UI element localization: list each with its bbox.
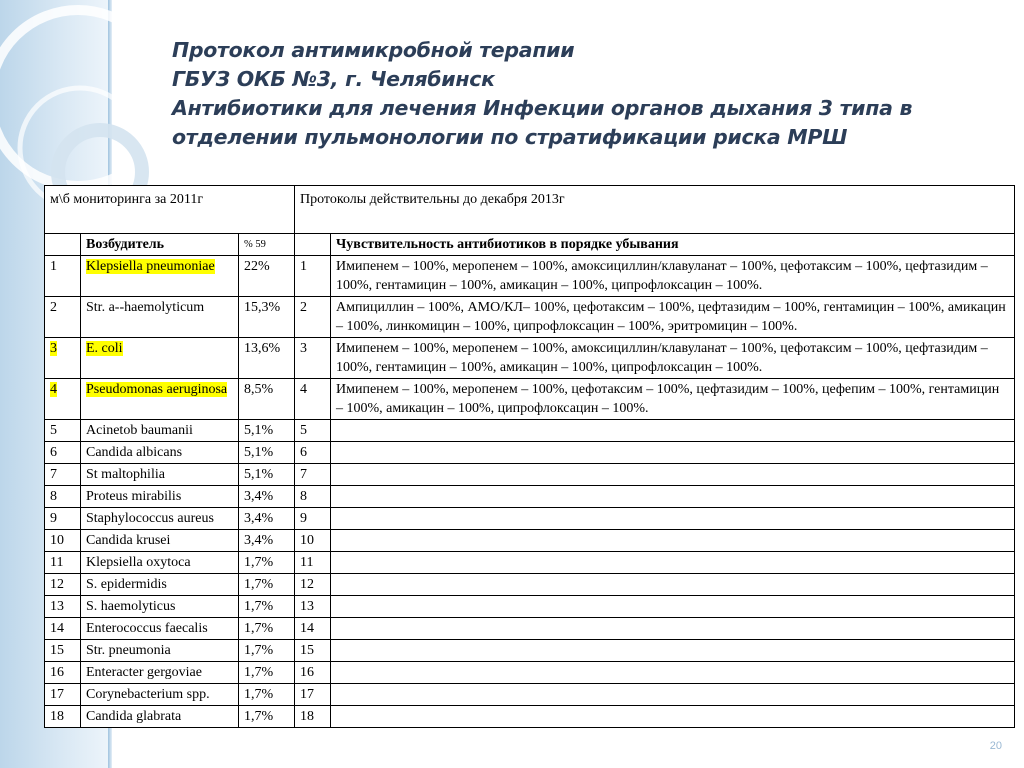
title-line-1: Протокол антимикробной терапии [172, 38, 575, 62]
sensitivity-rank [295, 379, 331, 420]
pathogen-name-text: Candida glabrata [86, 709, 182, 724]
table-row [45, 618, 1015, 640]
table-row [45, 464, 1015, 486]
antibiotic-sensitivity [331, 508, 1015, 530]
table-row [45, 574, 1015, 596]
row-number-text: 10 [50, 533, 64, 548]
row-number [45, 574, 81, 596]
pathogen-percent-text: 3,4% [244, 489, 274, 504]
row-number [45, 640, 81, 662]
table-top-row [45, 186, 1015, 234]
pathogen-percent-text: 5,1% [244, 467, 274, 482]
sensitivity-rank-text: 15 [300, 643, 314, 658]
row-number-text: 4 [50, 382, 57, 397]
row-number [45, 530, 81, 552]
antibiotic-sensitivity [331, 640, 1015, 662]
pathogen-percent [239, 420, 295, 442]
sensitivity-rank-text: 3 [300, 341, 307, 356]
row-number-text: 16 [50, 665, 64, 680]
pathogen-name-text: Pseudomonas aeruginosa [86, 382, 228, 397]
pathogen-percent [239, 618, 295, 640]
pathogen-percent-text: 5,1% [244, 445, 274, 460]
title-line-2: ГБУЗ ОКБ №3, г. Челябинск [172, 67, 495, 91]
row-number [45, 379, 81, 420]
table-row [45, 640, 1015, 662]
pathogen-name [81, 464, 239, 486]
row-number-text: 12 [50, 577, 64, 592]
sensitivity-rank [295, 552, 331, 574]
sensitivity-rank [295, 530, 331, 552]
sensitivity-rank [295, 662, 331, 684]
pathogen-percent [239, 256, 295, 297]
sensitivity-rank-text: 10 [300, 533, 314, 548]
antibiotic-sensitivity [331, 574, 1015, 596]
sensitivity-rank [295, 706, 331, 728]
pathogen-name-text: Str. pneumonia [86, 643, 171, 658]
sensitivity-rank [295, 442, 331, 464]
header-blank-cell [45, 234, 81, 256]
sensitivity-rank-text: 5 [300, 423, 307, 438]
pathogen-name [81, 420, 239, 442]
pathogen-percent-text: 1,7% [244, 665, 274, 680]
pathogen-name [81, 379, 239, 420]
pathogen-name-text: Staphylococcus aureus [86, 511, 214, 526]
sensitivity-rank [295, 618, 331, 640]
pathogen-name [81, 530, 239, 552]
sensitivity-rank-text: 14 [300, 621, 314, 636]
pathogen-percent-text: 1,7% [244, 687, 274, 702]
header-blank-cell-2 [295, 234, 331, 256]
pathogen-name [81, 684, 239, 706]
pathogen-name [81, 574, 239, 596]
antibiotic-sensitivity [331, 379, 1015, 420]
sensitivity-rank [295, 684, 331, 706]
antibiotic-sensitivity [331, 596, 1015, 618]
sensitivity-rank [295, 508, 331, 530]
pathogen-name-text: Proteus mirabilis [86, 489, 182, 504]
pathogen-name-text: S. haemolyticus [86, 599, 176, 614]
pathogen-name-text: Klepsiella pneumoniae [86, 259, 215, 274]
row-number-text: 9 [50, 511, 57, 526]
sensitivity-rank-text: 8 [300, 489, 307, 504]
antibiotic-sensitivity [331, 486, 1015, 508]
antibiotic-sensitivity [331, 464, 1015, 486]
pathogen-percent-text: 13,6% [244, 341, 281, 356]
table-row [45, 552, 1015, 574]
protocol-validity-header: Протоколы действительны до декабря 2013г [295, 186, 1015, 234]
table-row [45, 596, 1015, 618]
row-number [45, 442, 81, 464]
header-pathogen: Возбудитель [81, 234, 239, 256]
pathogen-name-text: E. coli [86, 341, 123, 356]
antibiotic-sensitivity [331, 338, 1015, 379]
sensitivity-rank [295, 256, 331, 297]
pathogen-name-text: S. epidermidis [86, 577, 167, 592]
pathogen-name [81, 297, 239, 338]
pathogen-percent [239, 508, 295, 530]
pathogen-percent-text: 1,7% [244, 621, 274, 636]
row-number [45, 684, 81, 706]
pathogen-percent [239, 596, 295, 618]
sensitivity-rank [295, 338, 331, 379]
table-row [45, 256, 1015, 297]
row-number [45, 486, 81, 508]
pathogen-percent [239, 486, 295, 508]
antibiotic-sensitivity-text: Имипенем – 100%, меропенем – 100%, амоксициллин/клавуланат – 100%, цефотаксим – 100%, цефтазидим – 100%, гентамицин – 100%, амикацин – 100%, ципрофлоксацин – 100%. [336, 259, 988, 293]
table-row [45, 297, 1015, 338]
pathogen-name-text: Acinetob baumanii [86, 423, 193, 438]
row-number-text: 11 [50, 555, 64, 570]
antibiotic-sensitivity [331, 530, 1015, 552]
table-row [45, 706, 1015, 728]
row-number [45, 596, 81, 618]
row-number [45, 338, 81, 379]
pathogen-percent [239, 379, 295, 420]
pathogen-name [81, 338, 239, 379]
pathogen-name-text: Enterococcus faecalis [86, 621, 208, 636]
row-number [45, 508, 81, 530]
table-header-row [45, 234, 1015, 256]
row-number-text: 8 [50, 489, 57, 504]
pathogen-name [81, 508, 239, 530]
row-number-text: 15 [50, 643, 64, 658]
sensitivity-rank-text: 1 [300, 259, 307, 274]
sensitivity-rank [295, 574, 331, 596]
pathogen-percent-text: 1,7% [244, 709, 274, 724]
pathogen-name-text: St maltophilia [86, 467, 165, 482]
pathogen-percent [239, 640, 295, 662]
title-line-3: Антибиотики для лечения Инфекции органов дыхания 3 типа в [172, 96, 913, 120]
table-row [45, 662, 1015, 684]
page-number: 20 [989, 740, 1002, 752]
sensitivity-rank-text: 7 [300, 467, 307, 482]
pathogen-name [81, 256, 239, 297]
row-number [45, 552, 81, 574]
row-number-text: 2 [50, 300, 57, 315]
pathogen-name [81, 618, 239, 640]
table-row [45, 684, 1015, 706]
pathogen-name [81, 486, 239, 508]
table-row [45, 338, 1015, 379]
table-row [45, 508, 1015, 530]
antibiotic-sensitivity [331, 684, 1015, 706]
antibiotic-sensitivity [331, 552, 1015, 574]
pathogen-percent [239, 706, 295, 728]
row-number-text: 13 [50, 599, 64, 614]
pathogen-name [81, 442, 239, 464]
sensitivity-rank [295, 464, 331, 486]
pathogen-name-text: Str. a--haemolyticum [86, 300, 205, 315]
table-row [45, 379, 1015, 420]
pathogen-percent [239, 338, 295, 379]
antibiotic-sensitivity-text: Имипенем – 100%, меропенем – 100%, амоксициллин/клавуланат – 100%, цефотаксим – 100%, цефтазидим – 100%, гентамицин – 100%, амикацин – 100%, ципрофлоксацин – 100%. [336, 341, 988, 375]
pathogen-percent-text: 15,3% [244, 300, 281, 315]
row-number [45, 618, 81, 640]
pathogen-percent [239, 574, 295, 596]
sensitivity-rank [295, 640, 331, 662]
row-number-text: 3 [50, 341, 57, 356]
antibiotic-sensitivity [331, 297, 1015, 338]
pathogen-name-text: Candida albicans [86, 445, 183, 460]
antibiotic-sensitivity [331, 420, 1015, 442]
antibiotic-sensitivity [331, 442, 1015, 464]
row-number-text: 7 [50, 467, 57, 482]
row-number-text: 17 [50, 687, 64, 702]
pathogen-percent-text: 3,4% [244, 511, 274, 526]
pathogen-percent [239, 684, 295, 706]
row-number-text: 1 [50, 259, 57, 274]
pathogen-percent-text: 8,5% [244, 382, 274, 397]
sensitivity-rank-text: 16 [300, 665, 314, 680]
row-number [45, 706, 81, 728]
antibiotic-sensitivity-text: Ампициллин – 100%, АМО/КЛ– 100%, цефотаксим – 100%, цефтазидим – 100%, гентамицин – 100%, амикацин – 100%, линкомицин – 100%, ципрофлоксацин – 100%, эритромицин – 100%. [336, 300, 1006, 334]
sensitivity-rank [295, 486, 331, 508]
pathogen-name-text: Enteracter gergoviae [86, 665, 202, 680]
sensitivity-rank-text: 12 [300, 577, 314, 592]
pathogen-name-text: Candida krusei [86, 533, 171, 548]
pathogen-name [81, 706, 239, 728]
pathogen-name [81, 552, 239, 574]
pathogen-name [81, 596, 239, 618]
pathogen-percent-text: 5,1% [244, 423, 274, 438]
row-number-text: 14 [50, 621, 64, 636]
slide-title [172, 36, 992, 152]
row-number-text: 18 [50, 709, 64, 724]
table-row [45, 420, 1015, 442]
sensitivity-rank-text: 18 [300, 709, 314, 724]
sensitivity-rank-text: 9 [300, 511, 307, 526]
pathogen-percent-text: 3,4% [244, 533, 274, 548]
antibiotic-sensitivity-text: Имипенем – 100%, меропенем – 100%, цефотаксим – 100%, цефтазидим – 100%, цефепим – 100%, гентамицин – 100%, амикацин – 100%, ципрофлоксацин – 100%. [336, 382, 1000, 416]
pathogen-percent [239, 552, 295, 574]
sensitivity-rank-text: 13 [300, 599, 314, 614]
pathogen-percent [239, 662, 295, 684]
row-number-text: 6 [50, 445, 57, 460]
sensitivity-rank [295, 420, 331, 442]
antibiotic-sensitivity [331, 662, 1015, 684]
pathogen-name-text: Corynebacterium spp. [86, 687, 210, 702]
table-row [45, 530, 1015, 552]
sensitivity-rank-text: 2 [300, 300, 307, 315]
sensitivity-rank-text: 6 [300, 445, 307, 460]
antibiotic-sensitivity [331, 256, 1015, 297]
antibiotic-sensitivity [331, 706, 1015, 728]
pathogen-percent-text: 1,7% [244, 577, 274, 592]
pathogen-percent [239, 297, 295, 338]
title-line-4: отделении пульмонологии по стратификации риска МРШ [172, 125, 848, 149]
pathogen-percent-text: 1,7% [244, 599, 274, 614]
header-percent: % 59 [239, 234, 295, 256]
pathogen-percent [239, 464, 295, 486]
sensitivity-rank-text: 11 [300, 555, 314, 570]
table-row [45, 442, 1015, 464]
table-row [45, 486, 1015, 508]
row-number [45, 420, 81, 442]
row-number [45, 256, 81, 297]
pathogen-percent-text: 22% [244, 259, 270, 274]
pathogen-percent-text: 1,7% [244, 643, 274, 658]
row-number [45, 662, 81, 684]
pathogen-name-text: Klepsiella oxytoca [86, 555, 191, 570]
row-number [45, 297, 81, 338]
sensitivity-rank [295, 297, 331, 338]
sensitivity-rank-text: 4 [300, 382, 307, 397]
pathogen-name [81, 662, 239, 684]
pathogen-percent-text: 1,7% [244, 555, 274, 570]
sensitivity-rank [295, 596, 331, 618]
pathogen-percent [239, 530, 295, 552]
row-number [45, 464, 81, 486]
pathogen-name [81, 640, 239, 662]
sensitivity-rank-text: 17 [300, 687, 314, 702]
row-number-text: 5 [50, 423, 57, 438]
header-sensitivity: Чувствительность антибиотиков в порядке убывания [331, 234, 1015, 256]
pathogen-percent [239, 442, 295, 464]
antibiotic-sensitivity [331, 618, 1015, 640]
monitoring-header: м\б мониторинга за 2011г [45, 186, 295, 234]
antibiotic-protocol-table [44, 185, 1015, 728]
